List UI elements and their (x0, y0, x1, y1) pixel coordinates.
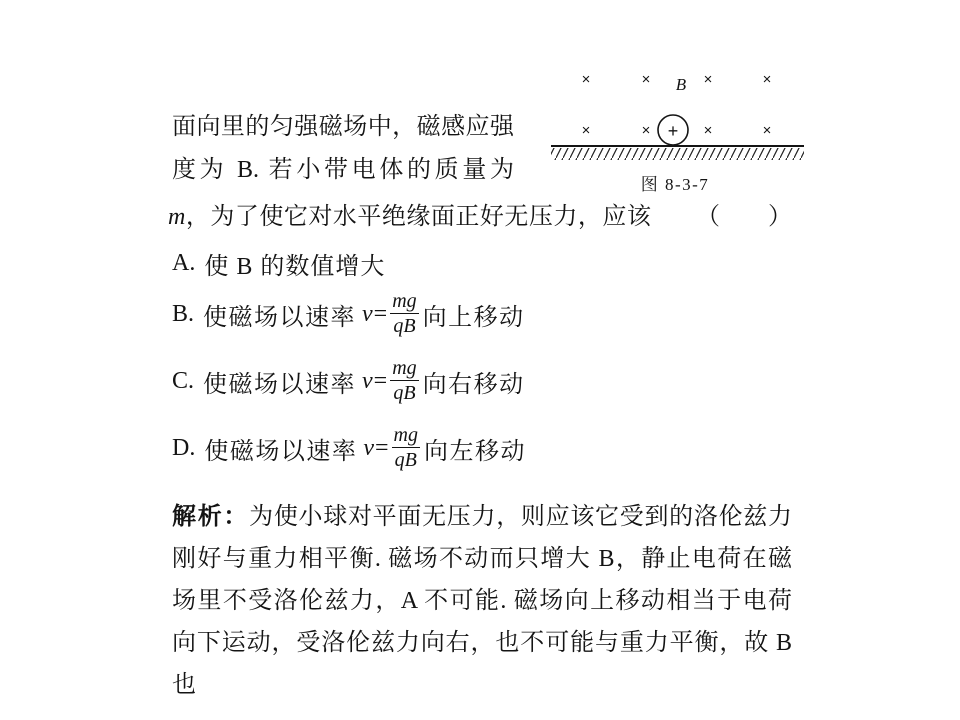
fraction-numerator: mg (392, 290, 417, 312)
field-cross-icon: × (581, 122, 591, 139)
option-a (172, 246, 385, 281)
question-line-2: 度为 B. 若小带电体的质量为 (172, 157, 514, 183)
fraction-denominator: qB (390, 313, 418, 337)
velocity-symbol: v (363, 434, 374, 461)
option-d-label: D. (172, 434, 196, 461)
field-cross-icon: × (641, 71, 651, 88)
answer-blank-parentheses: （ ） (696, 204, 792, 230)
fraction-numerator: mg (393, 424, 418, 446)
option-b-label: B. (172, 300, 195, 327)
option-c-post-text: 向右移动 (422, 371, 525, 398)
velocity-symbol: v (362, 367, 373, 394)
analysis-heading: 解析： (172, 503, 250, 530)
option-a-text: 使 B 的数值增大 (204, 254, 386, 280)
analysis-line-2: 刚好与重力相平衡. 磁场不动而只增大 B，静止电荷在磁 (172, 546, 792, 572)
option-d-post-text: 向左移动 (424, 438, 526, 465)
question-line-3-rest: ，为了使它对水平绝缘面正好无压力，应该 (185, 204, 652, 230)
option-d (172, 423, 526, 473)
analysis-line-1-text: 为使小球对平面无压力，则应该它受到的洛伦兹力 (249, 504, 792, 530)
option-c (172, 356, 525, 406)
option-c-pre-text: 使磁场以速率 (203, 371, 357, 398)
option-b-pre-text: 使磁场以速率 (203, 304, 357, 331)
ground-hatching (551, 148, 804, 160)
option-a-label: A. (172, 250, 196, 276)
fraction-denominator: qB (392, 447, 420, 471)
field-cross-icon: × (762, 122, 772, 139)
velocity-formula (363, 425, 421, 471)
equals-sign: = (373, 367, 388, 394)
analysis-line-4: 向下运动，受洛伦兹力向右，也不可能与重力平衡，故 B 也 (172, 630, 792, 698)
velocity-formula (362, 358, 420, 404)
analysis-section (172, 496, 792, 706)
field-cross-icon: × (762, 71, 772, 88)
fraction-mg-over-qB (389, 358, 419, 404)
equals-sign: = (373, 300, 388, 327)
mass-variable: m (168, 204, 186, 230)
field-cross-icon: × (703, 71, 713, 88)
fraction-mg-over-qB (391, 425, 421, 471)
figure-caption: 图 8-3-7 (640, 175, 710, 194)
figure-magnetic-field-diagram (528, 60, 820, 200)
question-line-1: 面向里的匀强磁场中，磁感应强 (172, 114, 514, 140)
field-cross-icon: × (641, 122, 651, 139)
question-line-3 (168, 204, 792, 231)
option-d-pre-text: 使磁场以速率 (204, 438, 358, 465)
question-line-3-text (168, 204, 651, 231)
analysis-line-1 (172, 496, 792, 538)
fraction-numerator: mg (392, 357, 417, 379)
field-cross-icon: × (581, 71, 591, 88)
field-label-B: B (675, 75, 687, 94)
fraction-denominator: qB (390, 380, 418, 404)
velocity-symbol: v (362, 300, 373, 327)
equals-sign: = (375, 434, 389, 461)
fraction-mg-over-qB (389, 291, 419, 337)
field-cross-icon: × (703, 122, 713, 139)
option-c-label: C. (172, 367, 195, 394)
velocity-formula (362, 291, 420, 337)
analysis-line-3: 场里不受洛伦兹力，A 不可能. 磁场向上移动相当于电荷 (172, 588, 792, 614)
plus-charge-icon: + (667, 121, 679, 141)
option-b-post-text: 向上移动 (422, 304, 525, 331)
option-b (172, 289, 525, 339)
